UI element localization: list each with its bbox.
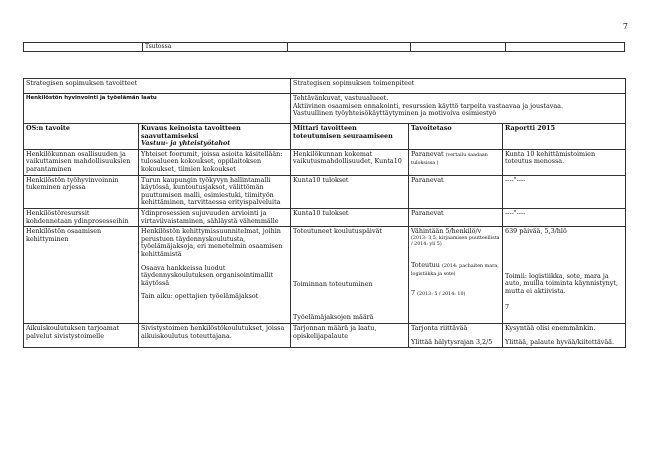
means-cell: Sivistystoimen henkilöstökoulutukset, joissa aikuiskoulutus toteuttajana. bbox=[139, 323, 291, 347]
section-actions bbox=[291, 94, 626, 124]
action-line: Tehtävänkuvat, vastuualueet. bbox=[293, 94, 389, 102]
metric-cell: Kunta10 tulokset bbox=[291, 175, 409, 208]
table-header-row bbox=[24, 79, 626, 94]
top-table-fragment bbox=[23, 42, 625, 52]
col-report-header: Raportti 2015 bbox=[503, 124, 626, 150]
top-status-cell: Tsutossa bbox=[143, 43, 288, 52]
col-means-header: Kuvaus keinoista tavoitteen saavuttamiseksi Vastuu- ja yhteistyötahot bbox=[139, 124, 291, 150]
goal-cell: Henkilöstön osaamisen kehittyminen bbox=[24, 227, 139, 324]
action-line: Aktiivinen osaamisen ennakointi, resurssien käyttö tarpeita vastaavaa ja joustavaa. bbox=[293, 101, 564, 110]
column-header-row bbox=[24, 124, 626, 150]
means-cell: Henkilöstön kehittymissuunnitelmat, joihin perustuen täydennyskoulutusta, työelämäjaksoja, eri menetelmin osaamisen kehittämistä Osaava hankkeissa luodut täydennyskoulutuksen organisointimallit käytössä Tain aiku: opettajien työelämäjaksot bbox=[139, 227, 291, 324]
target-note: (2014: pachaiten mara, logistiikka ja sote) bbox=[411, 263, 499, 277]
metric-cell: Kunta10 tulokset bbox=[291, 208, 409, 226]
report-cell: Kunta 10 kehittämistoimien toteutus menossa. bbox=[503, 149, 626, 175]
col-goal-header: OS:n tavoite bbox=[24, 124, 139, 150]
goals-table bbox=[23, 78, 626, 348]
target-note: (2013: 3,5, kirjaamisen puutteellista / 2014: yli 5) bbox=[411, 235, 500, 247]
top-empty-cell bbox=[288, 43, 411, 52]
col-means-subheader: Vastuu- ja yhteistyötahot bbox=[141, 139, 231, 148]
metric-cell: Toteutuneet koulutuspäivät Toiminnan toteutuminen Työelämäjaksojen määrä bbox=[291, 227, 409, 324]
table-row bbox=[24, 149, 626, 175]
header-actions: Strategisen sopimuksen toimenpiteet bbox=[291, 79, 626, 94]
report-cell: 639 päivää, 5,3/hlö Toimii: logistiikka, sote, mara ja auto, muilla toiminta käynnistynyt, mutta ei aktiivista. 7 bbox=[503, 227, 626, 324]
table-row bbox=[24, 323, 626, 347]
goal-cell: Aikuiskoulutuksen tarjoamat palvelut sivistystoimelle bbox=[24, 323, 139, 347]
means-cell: Yhteiset foorumit, joissa asioita käsitellään: tulosalueen kokoukset, oppilaitoksen kokoukset, tiimien kokoukset bbox=[139, 149, 291, 175]
top-empty-cell bbox=[411, 43, 506, 52]
section-title: Henkilöstön hyvinvointi ja työelämän laatu bbox=[24, 94, 291, 124]
top-empty-cell bbox=[24, 43, 143, 52]
section-row bbox=[24, 94, 626, 124]
col-metric-header: Mittari tavoitteen toteutumisen seuraamiseen bbox=[291, 124, 409, 150]
target-cell: Paranevat bbox=[409, 175, 503, 208]
target-note: (2013: 5 / 2014: 10) bbox=[417, 291, 466, 297]
means-cell: Ydinprosessien sujuvuuden arviointi ja virtaviivaistaminen, sähläystä vähemmälle bbox=[139, 208, 291, 226]
top-empty-cell bbox=[506, 43, 625, 52]
table-row bbox=[24, 175, 626, 208]
target-note: (vertailu saadaan tuloksissa ) bbox=[411, 152, 488, 166]
report-cell: Kysyntää olisi enemmänkin. Ylittää, palaute hyvää/kiitettävää. bbox=[503, 323, 626, 347]
col-target-header: Tavoitetaso bbox=[409, 124, 503, 150]
metric-cell: Henkilökunnan kokemat vaikutusmahdollisuudet, Kunta10 bbox=[291, 149, 409, 175]
report-cell: ----"---- bbox=[503, 208, 626, 226]
metric-cell: Tarjonnan määrä ja laatu, opiskelijapalaute bbox=[291, 323, 409, 347]
action-line: Vastuullinen työyhteisökäyttäytyminen ja motivoiva esimiestyö bbox=[293, 109, 497, 118]
target-cell: Vähintään 5/henkilö/v (2013: 3,5, kirjaamisen puutteellista / 2014: yli 5) Toteutuu (2014: pachaiten mara, logistiikka ja sote) 7 (2013: 5 / 2014: 10) bbox=[409, 227, 503, 324]
target-cell: Paranevat bbox=[409, 208, 503, 226]
means-cell: Turun kaupungin työkyvyn hallintamalli käytössä, kuntoutusjaksot, välittömän puuttumisen malli, esimiestuki, tiimityön kehittäminen, tarvittaessa erityispalveluita bbox=[139, 175, 291, 208]
target-cell: Paranevat (vertailu saadaan tuloksissa ) bbox=[409, 149, 503, 175]
target-cell: Tarjonta riittävää Ylittää hälytysrajan 3,2/5 bbox=[409, 323, 503, 347]
table-row bbox=[24, 208, 626, 226]
goal-cell: Henkilöstöresurssit kohdennetaan ydinprosesseihin bbox=[24, 208, 139, 226]
table-row bbox=[24, 227, 626, 324]
page-number: 7 bbox=[622, 22, 628, 31]
goal-cell: Henkilöstön työhyvinvoinnin tukeminen arjessa bbox=[24, 175, 139, 208]
header-goals: Strategisen sopimuksen tavoitteet bbox=[24, 79, 291, 94]
report-cell: ----"---- bbox=[503, 175, 626, 208]
goal-cell: Henkilökunnan osallisuuden ja vaikuttamisen mahdollisuuksien parantaminen bbox=[24, 149, 139, 175]
